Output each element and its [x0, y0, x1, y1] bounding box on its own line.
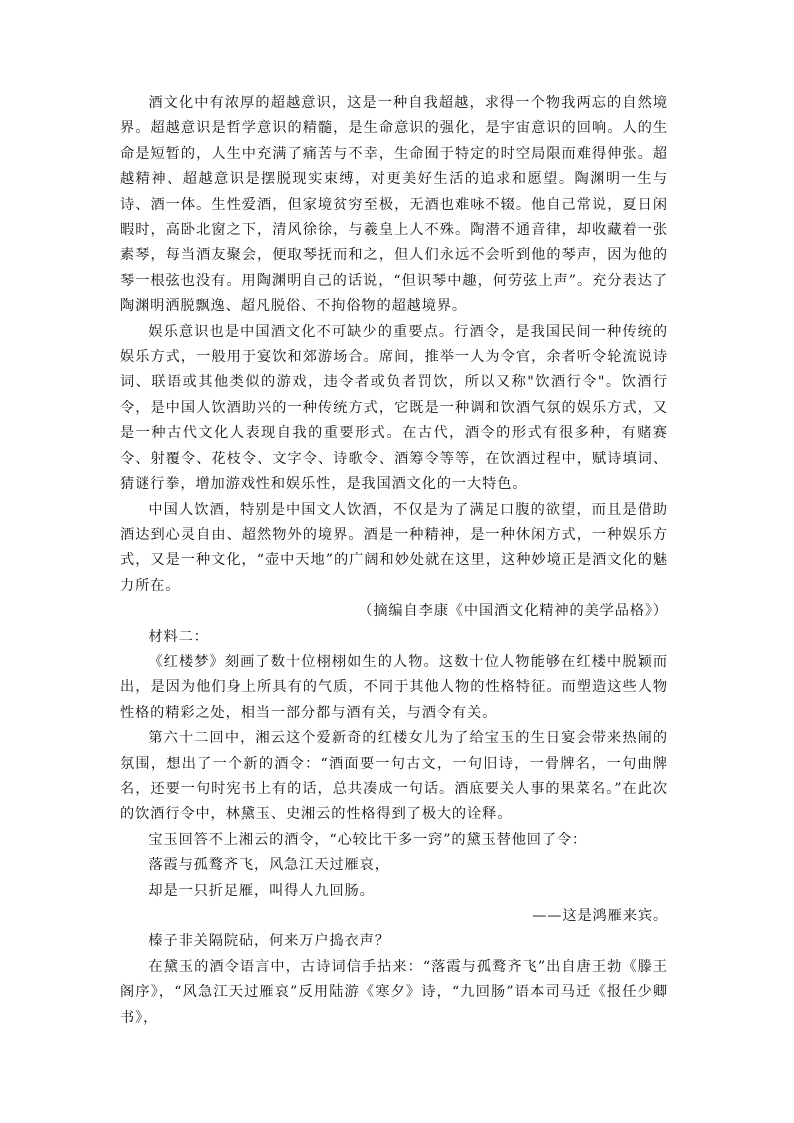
paragraph-zhenzi: 榛子非关隔院砧，何来万户捣衣声？	[148, 933, 390, 950]
material-two-label: 材料二：	[148, 628, 209, 645]
poem-attribution: ——这是鸿雁来宾。	[532, 908, 668, 924]
paragraph-transcendence: 酒文化中有浓厚的超越意识，这是一种自我超越，求得一个物我两忘的自然境界。超越意识是哲学意识的精髓，是生命意识的强化，是宇宙意识的回响。人的生命是短暂的，人生中充满了痛苦与不幸，生命囿于特定的时空局限而难得伸张。超越精神、超越意识是摆脱现实束缚，对更美好生活的追求和愿望。陶渊明一生与诗、酒一体。生性爱酒，但家境贫穷至极，无酒也难咏不辍。他自己常说，夏日闲暇时，高卧北窗之下，清风徐徐，与羲皇上人不殊。陶潜不通音律，却收藏着一张素琴，每当酒友聚会，便取琴抚而和之，但人们永远不会听到他的琴声，因为他的琴一根弦也没有。用陶渊明自己的话说，“但识琴中趣，何劳弦上声”。充分表达了陶渊明洒脱飘逸、超凡脱俗、不拘俗物的超越境界。	[120, 95, 668, 315]
paragraph-entertainment: 娱乐意识也是中国酒文化不可缺少的重要点。行酒令，是我国民间一种传统的娱乐方式，一般用于宴饮和郊游场合。席间，推举一人为令官，余者听令轮流说诗词、联语或其他类似的游戏，违令者或负者罚饮，所以又称"饮酒行令"。饮酒行令，是中国人饮酒助兴的一种传统方式，它既是一种调和饮酒气氛的娱乐方式，又是一种古代文化人表现自我的重要形式。在古代，酒令的形式有很多种，有赌赛令、射覆令、花枝令、文字令、诗歌令、酒筹令等等，在饮酒过程中，赋诗填词、猜谜行拳，增加游戏性和娱乐性，是我国酒文化的一大特色。	[120, 323, 668, 493]
paragraph-hongloumeng: 《红楼梦》刻画了数十位栩栩如生的人物。这数十位人物能够在红楼中脱颖而出，是因为他们身上所具有的气质，不同于其他人物的性格特征。而塑造这些人物性格的精彩之处，相当一部分都与酒有关，与酒令有关。	[120, 653, 668, 721]
document-body	[120, 91, 668, 1031]
paragraph-literati-drinking: 中国人饮酒，特别是中国文人饮酒，不仅是为了满足口腹的欲望，而且是借助酒达到心灵自由、超然物外的境界。酒是一种精神，是一种休闲方式，一种娱乐方式，又是一种文化，“壶中天地”的广阔和妙处就在这里，这种妙境正是酒文化的魅力所在。	[120, 501, 668, 594]
paragraph-daiyu-language: 在黛玉的酒令语言中，古诗词信手拈来：“落霞与孤鹜齐飞”出自唐王勃《滕王阁序》，“风急江天过雁哀”反用陆游《寒夕》诗，“九回肠”语本司马迁《报任少卿书》，	[120, 958, 668, 1026]
poem-line-2: 却是一只折足雁，叫得人九回肠。	[148, 882, 375, 899]
paragraph-baoyu-answer: 宝玉回答不上湘云的酒令，“心较比干多一窍”的黛玉替他回了令：	[148, 831, 588, 848]
paragraph-chapter-62: 第六十二回中，湘云这个爱新奇的红楼女儿为了给宝玉的生日宴会带来热闹的氛围，想出了一个新的酒令：“酒面要一句古文，一句旧诗，一骨牌名，一句曲牌名，还要一句时宪书上有的话，总共凑成一句话。酒底要关人事的果菜名。”在此次的饮酒行令中，林黛玉、史湘云的性格得到了极大的诠释。	[120, 730, 668, 823]
source-citation: （摘编自李康《中国酒文化精神的美学品格》）	[358, 603, 668, 620]
poem-line-1: 落霞与孤鹜齐飞，风急江天过雁哀，	[148, 857, 390, 874]
